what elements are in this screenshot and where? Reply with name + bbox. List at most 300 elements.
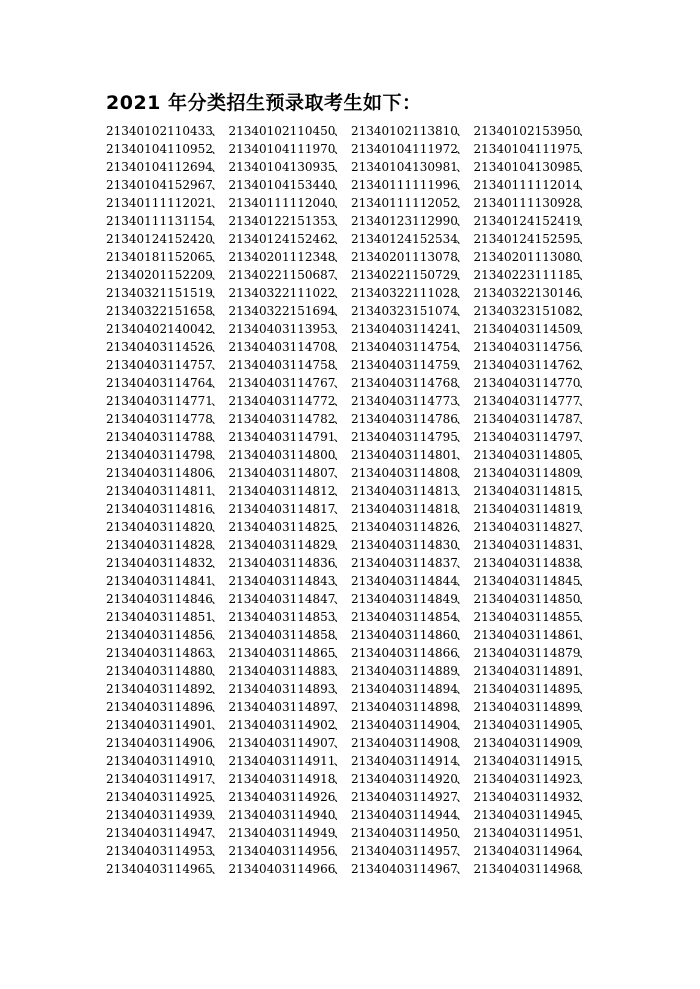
separator: 、	[211, 556, 224, 570]
separator: 、	[211, 700, 224, 714]
separator: 、	[211, 268, 224, 282]
candidate-id-entry	[351, 410, 474, 428]
separator: 、	[456, 448, 469, 462]
candidate-id: 21340403114845	[473, 574, 581, 588]
candidate-id-entry	[351, 590, 474, 608]
separator: 、	[211, 628, 224, 642]
candidate-id-entry	[106, 248, 229, 266]
candidate-id-entry	[351, 230, 474, 248]
candidate-id: 21340124152534	[351, 232, 458, 246]
candidate-id: 21340403114846	[106, 592, 213, 606]
candidate-id-entry	[474, 680, 597, 698]
candidate-id-entry	[106, 554, 229, 572]
candidate-id: 21340322111022	[228, 286, 336, 300]
separator: 、	[333, 412, 346, 426]
candidate-id-entry	[229, 302, 352, 320]
separator: 、	[456, 124, 469, 138]
candidate-id-entry	[474, 284, 597, 302]
candidate-id: 21340403114509	[473, 322, 581, 336]
candidate-id-entry	[474, 464, 597, 482]
candidate-id: 21340403114801	[351, 448, 458, 462]
candidate-id-entry	[229, 734, 352, 752]
candidate-id: 21340403114843	[228, 574, 336, 588]
candidate-id: 21340403114944	[351, 808, 458, 822]
separator: 、	[456, 394, 469, 408]
separator: 、	[578, 286, 591, 300]
candidate-id-entry	[229, 626, 352, 644]
candidate-id-entry	[474, 356, 597, 374]
separator: 、	[578, 178, 591, 192]
separator: 、	[333, 862, 346, 876]
candidate-id: 21340403114800	[228, 448, 336, 462]
candidate-id: 21340124152595	[473, 232, 581, 246]
candidate-id: 21340403114817	[228, 502, 336, 516]
id-row	[106, 140, 596, 158]
candidate-id: 21340403114825	[228, 520, 336, 534]
separator: 、	[456, 592, 469, 606]
separator: 、	[211, 772, 224, 786]
separator: 、	[456, 304, 469, 318]
separator: 、	[211, 484, 224, 498]
candidate-id: 21340403114851	[106, 610, 213, 624]
candidate-id: 21340111112040	[228, 196, 336, 210]
separator: 、	[456, 358, 469, 372]
candidate-id: 21340111111996	[351, 178, 458, 192]
candidate-id: 21340403114241	[351, 322, 458, 336]
candidate-id-entry	[351, 212, 474, 230]
separator: 、	[456, 808, 469, 822]
id-row	[106, 842, 596, 860]
separator: 、	[456, 484, 469, 498]
candidate-id: 21340104130985	[473, 160, 581, 174]
candidate-id: 21340403114767	[228, 376, 336, 390]
candidate-id: 21340403114893	[228, 682, 336, 696]
separator: 、	[578, 754, 591, 768]
separator: 、	[333, 196, 346, 210]
candidate-id: 21340403114850	[473, 592, 581, 606]
candidate-id-entry	[229, 320, 352, 338]
separator: 、	[211, 808, 224, 822]
candidate-id-entry	[229, 698, 352, 716]
candidate-id-entry	[474, 428, 597, 446]
candidate-id: 21340403114879	[473, 646, 581, 660]
separator: 、	[211, 160, 224, 174]
separator: 、	[456, 268, 469, 282]
candidate-id-entry	[474, 716, 597, 734]
candidate-id: 21340403114950	[351, 826, 458, 840]
separator: 、	[456, 466, 469, 480]
separator: 、	[211, 250, 224, 264]
candidate-id: 21340104111975	[473, 142, 581, 156]
separator: 、	[333, 574, 346, 588]
candidate-id: 21340403114906	[106, 736, 213, 750]
candidate-id: 21340403114836	[228, 556, 336, 570]
separator: 、	[333, 304, 346, 318]
separator: 、	[578, 268, 591, 282]
candidate-id-entry	[474, 698, 597, 716]
id-row	[106, 392, 596, 410]
candidate-id: 21340111112014	[473, 178, 581, 192]
id-row	[106, 860, 596, 878]
candidate-id-entry	[229, 608, 352, 626]
candidate-id-entry	[474, 410, 597, 428]
candidate-id-entry	[474, 302, 597, 320]
candidate-id-entry	[474, 554, 597, 572]
separator: 、	[456, 160, 469, 174]
candidate-id-entry	[474, 140, 597, 158]
candidate-id-entry	[474, 446, 597, 464]
separator: 、	[578, 628, 591, 642]
candidate-id: 21340403114945	[473, 808, 581, 822]
candidate-id-entry	[474, 320, 597, 338]
candidate-id-entry	[474, 374, 597, 392]
candidate-id: 21340403114899	[473, 700, 581, 714]
separator: 、	[333, 430, 346, 444]
candidate-id: 21340403114892	[106, 682, 213, 696]
candidate-id-entry	[106, 266, 229, 284]
separator: 、	[333, 646, 346, 660]
separator: 、	[333, 124, 346, 138]
separator: 、	[578, 484, 591, 498]
candidate-id: 21340403114818	[351, 502, 458, 516]
candidate-id-entry	[351, 842, 474, 860]
separator: 、	[333, 664, 346, 678]
candidate-id-entry	[106, 212, 229, 230]
candidate-id-entry	[351, 662, 474, 680]
candidate-id: 21340403114791	[228, 430, 336, 444]
candidate-id-entry	[351, 716, 474, 734]
candidate-id: 21340323151082	[473, 304, 581, 318]
id-row	[106, 176, 596, 194]
separator: 、	[333, 340, 346, 354]
candidate-id: 21340403114926	[228, 790, 336, 804]
separator: 、	[578, 808, 591, 822]
separator: 、	[333, 520, 346, 534]
candidate-id-entry	[106, 698, 229, 716]
id-row	[106, 590, 596, 608]
candidate-id-list	[106, 122, 596, 878]
id-row	[106, 194, 596, 212]
separator: 、	[578, 538, 591, 552]
candidate-id: 21340403114830	[351, 538, 458, 552]
separator: 、	[578, 664, 591, 678]
candidate-id-entry	[229, 194, 352, 212]
separator: 、	[578, 196, 591, 210]
candidate-id: 21340223111185	[473, 268, 581, 282]
candidate-id-entry	[474, 500, 597, 518]
separator: 、	[578, 394, 591, 408]
candidate-id: 21340403114855	[473, 610, 581, 624]
candidate-id-entry	[351, 302, 474, 320]
separator: 、	[456, 826, 469, 840]
candidate-id-entry	[351, 680, 474, 698]
separator: 、	[578, 520, 591, 534]
candidate-id-entry	[229, 158, 352, 176]
candidate-id-entry	[351, 338, 474, 356]
candidate-id: 21340403114828	[106, 538, 213, 552]
separator: 、	[211, 826, 224, 840]
candidate-id-entry	[474, 734, 597, 752]
candidate-id-entry	[229, 788, 352, 806]
candidate-id: 21340403114915	[473, 754, 581, 768]
candidate-id-entry	[351, 140, 474, 158]
separator: 、	[211, 358, 224, 372]
separator: 、	[578, 466, 591, 480]
separator: 、	[211, 394, 224, 408]
separator: 、	[211, 592, 224, 606]
candidate-id: 21340403114889	[351, 664, 458, 678]
candidate-id: 21340403114883	[228, 664, 336, 678]
candidate-id-entry	[351, 572, 474, 590]
candidate-id-entry	[229, 644, 352, 662]
candidate-id-entry	[106, 482, 229, 500]
candidate-id: 21340403114904	[351, 718, 458, 732]
candidate-id: 21340221150687	[228, 268, 336, 282]
id-row	[106, 338, 596, 356]
separator: 、	[333, 610, 346, 624]
candidate-id-entry	[106, 176, 229, 194]
id-row	[106, 464, 596, 482]
candidate-id: 21340201112348	[228, 250, 336, 264]
id-row	[106, 644, 596, 662]
candidate-id-entry	[229, 752, 352, 770]
candidate-id: 21340181152065	[106, 250, 213, 264]
candidate-id: 21340403114759	[351, 358, 458, 372]
separator: 、	[456, 412, 469, 426]
separator: 、	[211, 448, 224, 462]
separator: 、	[456, 322, 469, 336]
candidate-id-entry	[229, 770, 352, 788]
candidate-id: 21340403114949	[228, 826, 336, 840]
separator: 、	[578, 142, 591, 156]
candidate-id: 21340403114860	[351, 628, 458, 642]
candidate-id: 21340403114778	[106, 412, 213, 426]
candidate-id: 21340122151353	[228, 214, 336, 228]
candidate-id: 21340403114837	[351, 556, 458, 570]
id-row	[106, 500, 596, 518]
candidate-id: 21340403114782	[228, 412, 336, 426]
separator: 、	[578, 718, 591, 732]
separator: 、	[456, 736, 469, 750]
separator: 、	[578, 556, 591, 570]
candidate-id: 21340403114965	[106, 862, 213, 876]
candidate-id-entry	[351, 500, 474, 518]
candidate-id-entry	[351, 356, 474, 374]
separator: 、	[211, 340, 224, 354]
candidate-id-entry	[106, 122, 229, 140]
candidate-id: 21340403114896	[106, 700, 213, 714]
candidate-id-entry	[474, 608, 597, 626]
separator: 、	[211, 736, 224, 750]
candidate-id-entry	[229, 482, 352, 500]
candidate-id: 21340403114831	[473, 538, 581, 552]
separator: 、	[333, 322, 346, 336]
separator: 、	[578, 844, 591, 858]
separator: 、	[578, 412, 591, 426]
candidate-id: 21340323151074	[351, 304, 458, 318]
candidate-id: 21340403114816	[106, 502, 213, 516]
candidate-id: 21340111112021	[106, 196, 213, 210]
candidate-id: 21340403114811	[106, 484, 213, 498]
candidate-id-entry	[106, 428, 229, 446]
candidate-id-entry	[474, 572, 597, 590]
candidate-id: 21340102153950	[473, 124, 581, 138]
separator: 、	[456, 232, 469, 246]
separator: 、	[333, 394, 346, 408]
candidate-id: 21340321151519	[106, 286, 213, 300]
candidate-id: 21340403114956	[228, 844, 336, 858]
separator: 、	[211, 754, 224, 768]
separator: 、	[578, 502, 591, 516]
candidate-id-entry	[229, 266, 352, 284]
separator: 、	[333, 160, 346, 174]
candidate-id: 21340201113080	[473, 250, 581, 264]
separator: 、	[456, 862, 469, 876]
candidate-id-entry	[106, 752, 229, 770]
separator: 、	[578, 682, 591, 696]
separator: 、	[456, 664, 469, 678]
candidate-id: 21340403114891	[473, 664, 581, 678]
candidate-id: 21340403114841	[106, 574, 213, 588]
candidate-id-entry	[351, 518, 474, 536]
separator: 、	[333, 358, 346, 372]
candidate-id: 21340403114908	[351, 736, 458, 750]
separator: 、	[456, 628, 469, 642]
candidate-id: 21340102113810	[351, 124, 458, 138]
candidate-id: 21340124152419	[473, 214, 581, 228]
candidate-id: 21340403114808	[351, 466, 458, 480]
candidate-id-entry	[229, 176, 352, 194]
candidate-id-entry	[106, 230, 229, 248]
candidate-id: 21340403114853	[228, 610, 336, 624]
candidate-id: 21340322111028	[351, 286, 458, 300]
candidate-id-entry	[106, 518, 229, 536]
candidate-id-entry	[474, 806, 597, 824]
separator: 、	[578, 592, 591, 606]
candidate-id-entry	[106, 446, 229, 464]
candidate-id-entry	[106, 158, 229, 176]
candidate-id-entry	[351, 770, 474, 788]
separator: 、	[456, 700, 469, 714]
candidate-id-entry	[474, 194, 597, 212]
candidate-id: 21340403114756	[473, 340, 581, 354]
separator: 、	[578, 358, 591, 372]
candidate-id-entry	[351, 554, 474, 572]
candidate-id: 21340403114947	[106, 826, 213, 840]
candidate-id-entry	[351, 248, 474, 266]
separator: 、	[456, 610, 469, 624]
page-title: 2021 年分类招生预录取考生如下：	[106, 92, 422, 114]
candidate-id: 21340104111972	[351, 142, 458, 156]
candidate-id: 21340403114856	[106, 628, 213, 642]
candidate-id: 21340403114932	[473, 790, 581, 804]
candidate-id-entry	[474, 860, 597, 878]
separator: 、	[211, 196, 224, 210]
separator: 、	[211, 214, 224, 228]
candidate-id: 21340403114708	[228, 340, 336, 354]
separator: 、	[333, 538, 346, 552]
separator: 、	[211, 790, 224, 804]
candidate-id: 21340403114914	[351, 754, 458, 768]
candidate-id-entry	[106, 356, 229, 374]
separator: 、	[333, 268, 346, 282]
candidate-id-entry	[351, 122, 474, 140]
separator: 、	[333, 214, 346, 228]
candidate-id-entry	[474, 266, 597, 284]
id-row	[106, 770, 596, 788]
candidate-id-entry	[229, 428, 352, 446]
separator: 、	[456, 178, 469, 192]
candidate-id-entry	[229, 500, 352, 518]
separator: 、	[333, 736, 346, 750]
separator: 、	[333, 250, 346, 264]
candidate-id-entry	[351, 428, 474, 446]
id-row	[106, 230, 596, 248]
candidate-id-entry	[229, 590, 352, 608]
separator: 、	[333, 232, 346, 246]
candidate-id-entry	[106, 662, 229, 680]
candidate-id-entry	[351, 320, 474, 338]
candidate-id: 21340111112052	[351, 196, 458, 210]
candidate-id: 21340403114902	[228, 718, 336, 732]
candidate-id: 21340403114849	[351, 592, 458, 606]
candidate-id-entry	[106, 824, 229, 842]
candidate-id: 21340403114861	[473, 628, 581, 642]
candidate-id: 21340104152967	[106, 178, 213, 192]
candidate-id: 21340403113953	[228, 322, 336, 336]
separator: 、	[211, 124, 224, 138]
separator: 、	[211, 376, 224, 390]
candidate-id-entry	[351, 608, 474, 626]
candidate-id: 21340403114951	[473, 826, 581, 840]
id-row	[106, 626, 596, 644]
candidate-id-entry	[351, 158, 474, 176]
id-row	[106, 662, 596, 680]
separator: 、	[333, 700, 346, 714]
candidate-id-entry	[474, 158, 597, 176]
candidate-id-entry	[351, 482, 474, 500]
id-row	[106, 320, 596, 338]
id-row	[106, 284, 596, 302]
separator: 、	[578, 574, 591, 588]
separator: 、	[333, 682, 346, 696]
candidate-id: 21340403114923	[473, 772, 581, 786]
separator: 、	[578, 790, 591, 804]
candidate-id: 21340221150729	[351, 268, 458, 282]
candidate-id: 21340403114788	[106, 430, 213, 444]
candidate-id-entry	[229, 464, 352, 482]
separator: 、	[333, 448, 346, 462]
candidate-id-entry	[106, 644, 229, 662]
candidate-id-entry	[474, 518, 597, 536]
candidate-id-entry	[106, 860, 229, 878]
candidate-id-entry	[229, 338, 352, 356]
separator: 、	[211, 862, 224, 876]
candidate-id: 21340403114966	[228, 862, 336, 876]
separator: 、	[456, 646, 469, 660]
separator: 、	[333, 484, 346, 498]
candidate-id-entry	[474, 626, 597, 644]
candidate-id: 21340403114898	[351, 700, 458, 714]
candidate-id-entry	[474, 824, 597, 842]
candidate-id: 21340403114911	[228, 754, 336, 768]
separator: 、	[333, 826, 346, 840]
separator: 、	[333, 754, 346, 768]
candidate-id: 21340403114812	[228, 484, 336, 498]
candidate-id-entry	[474, 176, 597, 194]
candidate-id: 21340403114772	[228, 394, 336, 408]
candidate-id: 21340403114940	[228, 808, 336, 822]
